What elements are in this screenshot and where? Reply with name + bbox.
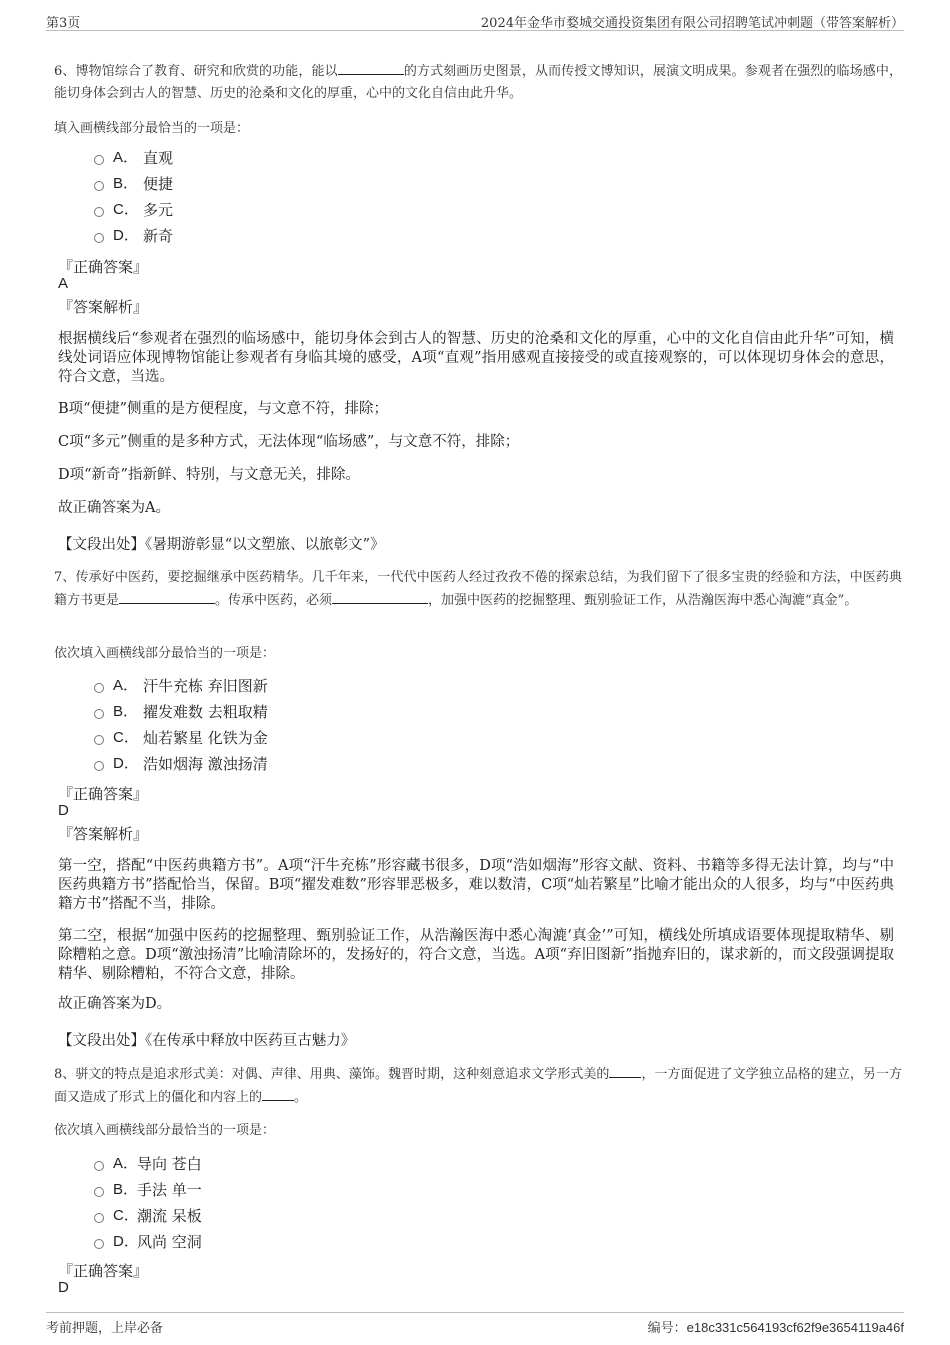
radio-icon[interactable] <box>94 709 104 719</box>
question-7-prompt: 依次填入画横线部分最恰当的一项是： <box>54 646 276 661</box>
option-a[interactable]: A． 汗牛充栋 弃旧图新 <box>94 673 268 699</box>
radio-icon[interactable] <box>94 761 104 771</box>
analysis-paragraph: 第一空，搭配“中医药典籍方书”。A项“汗牛充栋”形容藏书很多，D项“浩如烟海”形容文献、资料、书籍等多得无法计算，均与“中医药典籍方书”搭配恰当，保留。B项“擢发难数”形容罪恶极多，难以数清，C项“灿若繁星”比喻才能出众的人很多，均与“中医药典籍方书”搭配不当，排除。 <box>58 858 894 912</box>
question-6-stem: 6、博物馆综合了教育、研究和欣赏的功能，能以 的方式刻画历史图景，从而传授文博知识，展演文明成果。参观者在强烈的临场感中，能切身体会到古人的智慧、历史的沧桑和文化的厚重，心中的文化自信由此升华。 <box>54 60 902 105</box>
option-b[interactable]: B． 手法 单一 <box>94 1177 202 1203</box>
fill-blank <box>119 589 215 604</box>
analysis-paragraph: 第二空，根据“加强中医药的挖掘整理、甄别验证工作，从浩瀚医海中悉心淘漉‘真金’”可知，横线处所填成语要体现提取精华、剔除糟粕之意。D项“激浊扬清”比喻清除坏的，发扬好的，符合文意，当选。A项“弃旧图新”指抛弃旧的，谋求新的，而文段强调提取精华、剔除糟粕，不符合文意，排除。 <box>58 928 894 982</box>
analysis-label: 『答案解析』 <box>58 825 149 843</box>
option-b[interactable]: B． 便捷 <box>94 171 173 197</box>
correct-answer-value: D <box>58 1279 69 1296</box>
correct-answer-label: 『正确答案』 <box>58 258 149 276</box>
radio-icon[interactable] <box>94 1161 104 1171</box>
option-d[interactable]: D． 新奇 <box>94 223 173 249</box>
analysis-paragraph: C项“多元”侧重的是多种方式，无法体现“临场感”，与文意不符，排除； <box>58 434 520 450</box>
question-6-prompt: 填入画横线部分最恰当的一项是： <box>54 121 250 136</box>
fill-blank <box>262 1086 294 1101</box>
fill-blank <box>609 1063 641 1078</box>
question-8-stem: 8、骈文的特点是追求形式美：对偶、声律、用典、藻饰。魏晋时期，这种刻意追求文学形式美的 ，一方面促进了文学独立品格的建立，另一方面又造成了形式上的僵化和内容上的 。 <box>54 1063 902 1109</box>
radio-icon[interactable] <box>94 1187 104 1197</box>
correct-answer-value: A <box>58 275 69 292</box>
option-d[interactable]: D． 风尚 空洞 <box>94 1229 202 1255</box>
question-7-options <box>94 673 268 777</box>
analysis-paragraph: B项“便捷”侧重的是方便程度，与文意不符，排除； <box>58 401 388 417</box>
option-c[interactable]: C． 潮流 呆板 <box>94 1203 202 1229</box>
document-title: 2024年金华市婺城交通投资集团有限公司招聘笔试冲刺题（带答案解析） <box>480 16 904 31</box>
radio-icon[interactable] <box>94 1213 104 1223</box>
fill-blank <box>338 60 404 75</box>
radio-icon[interactable] <box>94 683 104 693</box>
radio-icon[interactable] <box>94 233 104 243</box>
correct-answer-label: 『正确答案』 <box>58 1262 149 1280</box>
radio-icon[interactable] <box>94 207 104 217</box>
option-d[interactable]: D． 浩如烟海 激浊扬清 <box>94 751 268 777</box>
analysis-conclusion: 故正确答案为D。 <box>58 996 172 1012</box>
question-6-options <box>94 145 173 249</box>
correct-answer-label: 『正确答案』 <box>58 785 149 803</box>
document-code: 编号：e18c331c564193cf62f9e3654119a46f <box>647 1320 904 1336</box>
fill-blank <box>332 589 428 604</box>
analysis-paragraph: D项“新奇”指新鲜、特别，与文意无关，排除。 <box>58 467 360 483</box>
page-header <box>46 10 904 31</box>
option-b[interactable]: B． 擢发难数 去粗取精 <box>94 699 268 725</box>
question-8-options <box>94 1151 202 1255</box>
option-c[interactable]: C． 灿若繁星 化铁为金 <box>94 725 268 751</box>
analysis-paragraph: 根据横线后“参观者在强烈的临场感中，能切身体会到古人的智慧、历史的沧桑和文化的厚重，心中的文化自信由此升华”可知，横线处词语应体现博物馆能让参观者有身临其境的感受，A项“直观”指用感观直接接受的或直接观察的，可以体现切身体会的意思，符合文意，当选。 <box>58 331 894 385</box>
radio-icon[interactable] <box>94 181 104 191</box>
analysis-label: 『答案解析』 <box>58 298 149 316</box>
page-footer <box>46 1312 904 1337</box>
radio-icon[interactable] <box>94 155 104 165</box>
radio-icon[interactable] <box>94 1239 104 1249</box>
question-7-stem: 7、传承好中医药，要挖掘继承中医药精华。几千年来，一代代中医药人经过孜孜不倦的探索总结，为我们留下了很多宝贵的经验和方法，中医药典籍方书更是 。传承中医药，必须 ，加强中医药的挖掘整理、甄别验证工作，从浩瀚医海中悉心淘漉“真金”。 <box>54 570 902 608</box>
source-citation: 【文段出处】《暑期游彰显“以文塑旅、以旅彰文”》 <box>58 537 385 553</box>
footer-slogan: 考前押题，上岸必备 <box>46 1321 164 1336</box>
option-a[interactable]: A． 直观 <box>94 145 173 171</box>
question-8-prompt: 依次填入画横线部分最恰当的一项是： <box>54 1123 276 1138</box>
page-number: 第3页 <box>46 16 81 31</box>
source-citation: 【文段出处】《在传承中释放中医药亘古魅力》 <box>58 1033 356 1049</box>
correct-answer-value: D <box>58 802 69 819</box>
option-a[interactable]: A． 导向 苍白 <box>94 1151 202 1177</box>
analysis-conclusion: 故正确答案为A。 <box>58 500 170 516</box>
radio-icon[interactable] <box>94 735 104 745</box>
option-c[interactable]: C． 多元 <box>94 197 173 223</box>
